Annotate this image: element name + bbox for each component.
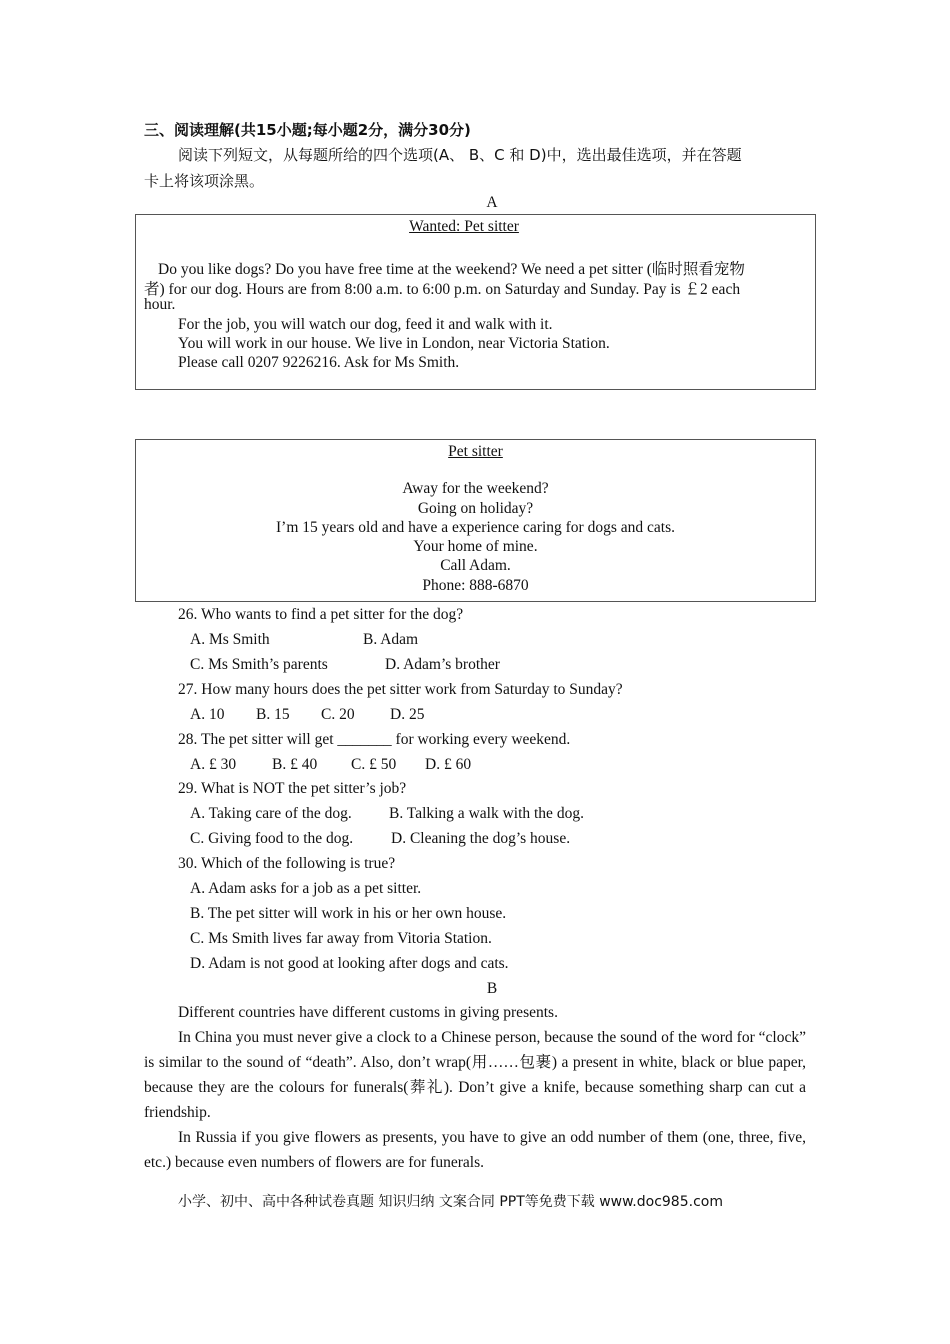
instruction-line-2: 卡上将该项涂黑。 bbox=[144, 172, 265, 190]
passage-a-letter: A bbox=[486, 194, 498, 211]
question-option[interactable]: B. The pet sitter will work in his or her own house. bbox=[190, 905, 507, 922]
question-option[interactable]: C. £ 50 bbox=[351, 756, 397, 773]
question-stem: 29. What is NOT the pet sitter’s job? bbox=[178, 780, 407, 797]
question-stem: 27. How many hours does the pet sitter work from Saturday to Sunday? bbox=[178, 681, 623, 698]
question-option[interactable]: D. £ 60 bbox=[425, 756, 472, 773]
ad-box-wanted bbox=[135, 214, 816, 390]
question-option[interactable]: D. 25 bbox=[390, 706, 425, 723]
question-option[interactable]: C. Ms Smith lives far away from Vitoria Station. bbox=[190, 930, 492, 947]
ad1-line: For the job, you will watch our dog, feed it and walk with it. bbox=[178, 316, 553, 333]
passage-b-letter: B bbox=[486, 980, 498, 997]
question-stem: 28. The pet sitter will get _______ for working every weekend. bbox=[178, 731, 571, 748]
ad2-line: Your home of mine. bbox=[413, 538, 538, 555]
instruction-line-1: 阅读下列短文，从每题所给的四个选项(A、 B、C 和 D)中，选出最佳选项，并在答题 bbox=[178, 146, 742, 164]
passage-b-paragraph: In China you must never give a clock to a Chinese person, because the sound of the word for “clock” is similar to the sound of “death”. Also, don’t wrap(用……包裹) a present in white, black or blue paper, because they are the colours for funerals(葬礼). Don’t give a knife, because something sharp can cut a friendship. bbox=[144, 1029, 806, 1121]
question-option[interactable]: D. Adam’s brother bbox=[385, 656, 500, 673]
question-option[interactable]: A. 10 bbox=[190, 706, 225, 723]
passage-b-paragraph: In Russia if you give flowers as presents, you have to give an odd number of them (one, three, five, etc.) because even numbers of flowers are for funerals. bbox=[144, 1129, 806, 1171]
ad2-line: Phone: 888-6870 bbox=[422, 577, 529, 594]
question-option[interactable]: C. Ms Smith’s parents bbox=[190, 656, 328, 673]
question-option[interactable]: B. Talking a walk with the dog. bbox=[389, 805, 584, 822]
question-option[interactable]: B. 15 bbox=[256, 706, 290, 723]
section-heading: 三、阅读理解(共15小题;每小题2分，满分30分) bbox=[144, 121, 471, 139]
ad1-line: Please call 0207 9226216. Ask for Ms Smith. bbox=[178, 354, 460, 371]
question-option[interactable]: A. Ms Smith bbox=[190, 631, 270, 648]
ad-box-pet-sitter bbox=[135, 439, 816, 602]
question-stem: 26. Who wants to find a pet sitter for the dog? bbox=[178, 606, 464, 623]
question-option[interactable]: B. Adam bbox=[363, 631, 419, 648]
ad2-line: I’m 15 years old and have a experience caring for dogs and cats. bbox=[276, 519, 675, 536]
ad-title-pet-sitter: Pet sitter bbox=[448, 443, 503, 460]
ad1-line: Do you like dogs? Do you have free time at the weekend? We need a pet sitter (临时照看宠物 bbox=[158, 261, 745, 278]
ad1-line: You will work in our house. We live in London, near Victoria Station. bbox=[178, 335, 610, 352]
passage-b-paragraph: Different countries have different customs in giving presents. bbox=[178, 1004, 558, 1021]
ad2-line: Going on holiday? bbox=[417, 500, 534, 517]
ad2-line: Call Adam. bbox=[440, 557, 511, 574]
question-option[interactable]: C. Giving food to the dog. bbox=[190, 830, 354, 847]
ad1-line: 者) for our dog. Hours are from 8:00 a.m. to 6:00 p.m. on Saturday and Sunday. Pay is ￡2 each bbox=[144, 281, 741, 298]
question-option[interactable]: A. Adam asks for a job as a pet sitter. bbox=[190, 880, 422, 897]
question-stem: 30. Which of the following is true? bbox=[178, 855, 396, 872]
ad1-line: hour. bbox=[144, 296, 176, 313]
question-option[interactable]: A. £ 30 bbox=[190, 756, 237, 773]
page-footer: 小学、初中、高中各种试卷真题 知识归纳 文案合同 PPT等免费下载 www.doc985.com bbox=[178, 1194, 723, 1210]
question-option[interactable]: B. £ 40 bbox=[272, 756, 318, 773]
ad-title-wanted: Wanted: Pet sitter bbox=[409, 218, 519, 235]
question-option[interactable]: C. 20 bbox=[321, 706, 355, 723]
ad2-line: Away for the weekend? bbox=[402, 480, 549, 497]
question-option[interactable]: D. Cleaning the dog’s house. bbox=[391, 830, 571, 847]
question-option[interactable]: D. Adam is not good at looking after dogs and cats. bbox=[190, 955, 509, 972]
question-option[interactable]: A. Taking care of the dog. bbox=[190, 805, 352, 822]
